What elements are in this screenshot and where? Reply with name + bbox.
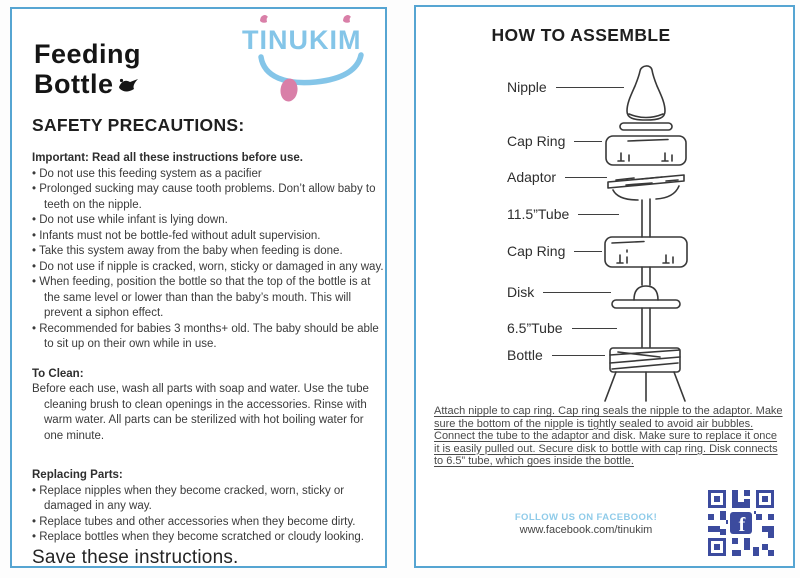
list-item: • Do not use if nipple is cracked, worn, sticky or damaged in any way. bbox=[32, 260, 385, 276]
feeding-bottle-logo bbox=[34, 39, 141, 99]
right-page bbox=[414, 5, 795, 568]
bird-icon bbox=[117, 69, 141, 99]
bird-dot-left bbox=[260, 15, 268, 23]
important-line: Important: Read all these instructions before use. bbox=[32, 152, 303, 164]
to-clean-heading: To Clean: bbox=[32, 367, 84, 380]
list-item: • Replace tubes and other accessories when they become dirty. bbox=[32, 515, 385, 531]
part-label-long-tube: 11.5”Tube bbox=[507, 206, 619, 222]
tinukim-wordmark: TINUKIM bbox=[242, 25, 362, 55]
part-label-nipple: Nipple bbox=[507, 79, 624, 95]
assembly-instructions: Attach nipple to cap ring. Cap ring seals the nipple to the adaptor. Make sure the bottom of the nipple is tightly sealed to avoid air bubbles. Connect the tube to the adaptor and disk. Make sure to replace it once it is easily pulled out. Secure disk to bottle with cap ring. Disk connects to 6.5” tube, which goes inside the bottle. bbox=[434, 405, 783, 467]
smile-curve bbox=[261, 55, 361, 83]
to-clean-body: Before each use, wash all parts with soap and water. Use the tube cleaning brush to clean openings in the accessories. Rinse with warm water. All parts can be sterilized with hot boiling water for one minute. bbox=[32, 383, 369, 442]
logo-line2: Bottle bbox=[34, 69, 114, 99]
tinukim-logo bbox=[234, 15, 390, 105]
save-instructions-line: Save these instructions. bbox=[32, 546, 239, 568]
list-item: • Replace nipples when they become cracked, worn, sticky or damaged in any way. bbox=[32, 484, 385, 515]
bird-dot-right bbox=[343, 15, 351, 23]
list-item: • Do not use while infant is lying down. bbox=[32, 213, 385, 229]
replacing-parts-heading: Replacing Parts: bbox=[32, 469, 123, 481]
svg-text:f: f bbox=[738, 514, 746, 536]
assembly-diagram bbox=[416, 57, 797, 402]
replacing-bullet-list bbox=[32, 484, 385, 546]
part-label-bottle: Bottle bbox=[507, 347, 605, 363]
bottle-parts-drawing bbox=[596, 57, 700, 402]
part-label-cap-ring-top: Cap Ring bbox=[507, 133, 602, 149]
safety-precautions-heading: SAFETY PRECAUTIONS: bbox=[32, 115, 245, 135]
facebook-callout bbox=[476, 512, 696, 536]
how-to-assemble-heading: HOW TO ASSEMBLE bbox=[491, 25, 671, 45]
facebook-url: www.facebook.com/tinukim bbox=[519, 524, 653, 536]
part-label-cap-ring-bottom: Cap Ring bbox=[507, 243, 602, 259]
part-label-short-tube: 6.5”Tube bbox=[507, 320, 617, 336]
facebook-qr-code bbox=[708, 490, 774, 556]
list-item: • Take this system away from the baby when feeding is done. bbox=[32, 244, 385, 260]
list-item: • Do not use this feeding system as a pacifier bbox=[32, 167, 385, 183]
part-label-disk: Disk bbox=[507, 284, 611, 300]
safety-bullet-list bbox=[32, 167, 385, 353]
list-item: • Prolonged sucking may cause tooth problems. Don’t allow baby to teeth on the nipple. bbox=[32, 182, 385, 213]
list-item: • When feeding, position the bottle so that the top of the bottle is at the same level or lower than than the baby’s mouth. This will prevent a siphon effect. bbox=[32, 275, 385, 322]
safety-content bbox=[32, 151, 385, 568]
left-page bbox=[10, 7, 387, 568]
logo-line1: Feeding bbox=[34, 39, 142, 69]
list-item: • Replace bottles when they become scratched or cloudy looking. bbox=[32, 530, 385, 546]
list-item: • Infants must not be bottle-fed without adult supervision. bbox=[32, 229, 385, 245]
list-item: • Recommended for babies 3 months+ old. The baby should be able to sit up on their own while in use. bbox=[32, 322, 385, 353]
part-label-adaptor: Adaptor bbox=[507, 169, 607, 185]
facebook-cta: FOLLOW US ON FACEBOOK! bbox=[514, 512, 658, 523]
